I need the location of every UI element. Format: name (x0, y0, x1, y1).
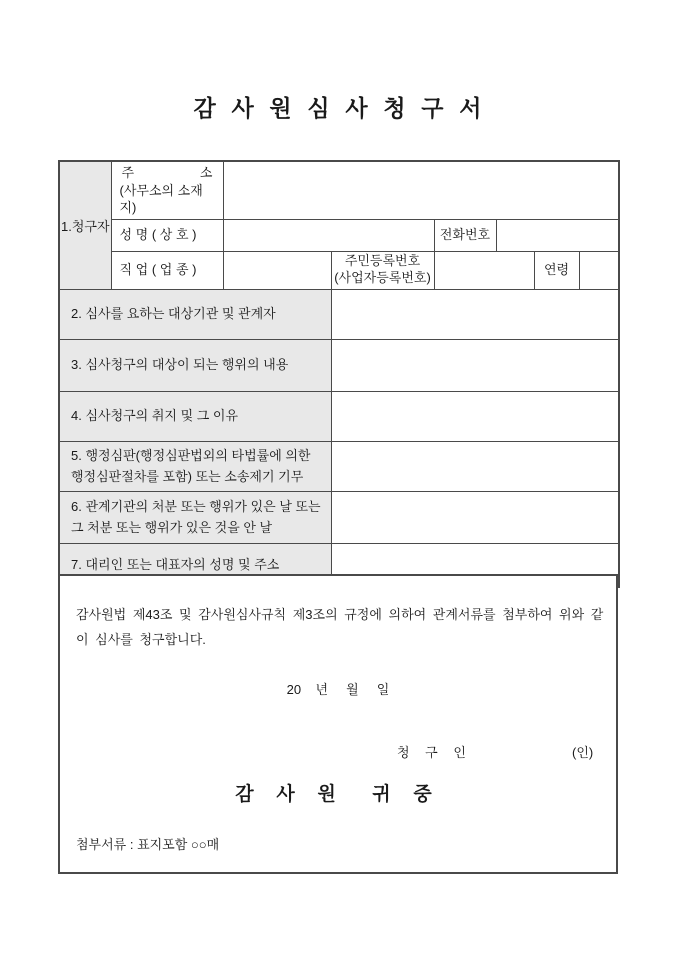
request-form-table (58, 160, 620, 588)
item-value-cell (331, 289, 619, 339)
regno-sublabel: (사업자등록번호) (334, 270, 431, 286)
regno-value-cell (434, 251, 534, 289)
table-row (59, 441, 619, 491)
declaration-text: 감사원법 제43조 및 감사원심사규칙 제3조의 규정에 의하여 관계서류를 첨부하여 위와 같이 심사를 청구합니다. (76, 607, 604, 648)
address-label-cell (111, 161, 223, 219)
item-label: 3. 심사청구의 대상이 되는 행위의 내용 (59, 339, 331, 391)
name-label: 성 명 ( 상 호 ) (111, 219, 223, 251)
claimant-address-row (59, 161, 619, 219)
table-row (59, 339, 619, 391)
item-label: 4. 심사청구의 취지 및 그 이유 (59, 391, 331, 441)
claimant-row-label: 1.청구자 (59, 161, 111, 289)
attachment-note: 첨부서류 : 표지포함 ○○매 (76, 837, 220, 852)
address-label: 주 소 (121, 165, 213, 180)
recipient-line: 감 사 원 귀 중 (235, 784, 441, 805)
table-row (59, 289, 619, 339)
page-title: 감 사 원 심 사 청 구 서 (193, 96, 487, 121)
seal-placeholder: (인) (572, 745, 594, 760)
address-sublabel: (사무소의 소재지) (119, 182, 203, 216)
table-row (59, 391, 619, 441)
item-label: 6. 관계기관의 처분 또는 행위가 있은 날 또는 그 처분 또는 행위가 있은 것을 안 날 (59, 491, 331, 543)
job-label: 직 업 ( 업 종 ) (111, 251, 223, 289)
item-value-cell (331, 339, 619, 391)
job-value-cell (223, 251, 331, 289)
table-row (59, 491, 619, 543)
claimant-signature-label: 청 구 인 (397, 745, 472, 760)
address-value-cell (223, 161, 619, 219)
item-label: 2. 심사를 요하는 대상기관 및 관계자 (59, 289, 331, 339)
name-value-cell (223, 219, 434, 251)
item-label: 7. 대리인 또는 대표자의 성명 및 주소 (59, 543, 331, 587)
item-label: 5. 행정심판(행정심판법외의 타법률에 의한 행정심판절차를 포함) 또는 소송제기 기무 (59, 441, 331, 491)
item-value-cell (331, 441, 619, 491)
date-line: 20 년 월 일 (286, 682, 390, 697)
age-label: 연령 (534, 251, 579, 289)
regno-label-cell (331, 251, 434, 289)
phone-label: 전화번호 (434, 219, 496, 251)
item-value-cell (331, 491, 619, 543)
claimant-job-row (59, 251, 619, 289)
age-value-cell (579, 251, 619, 289)
regno-label: 주민등록번호 (344, 253, 421, 269)
item-value-cell (331, 391, 619, 441)
claimant-name-row (59, 219, 619, 251)
phone-value-cell (496, 219, 619, 251)
declaration-box (58, 574, 618, 874)
